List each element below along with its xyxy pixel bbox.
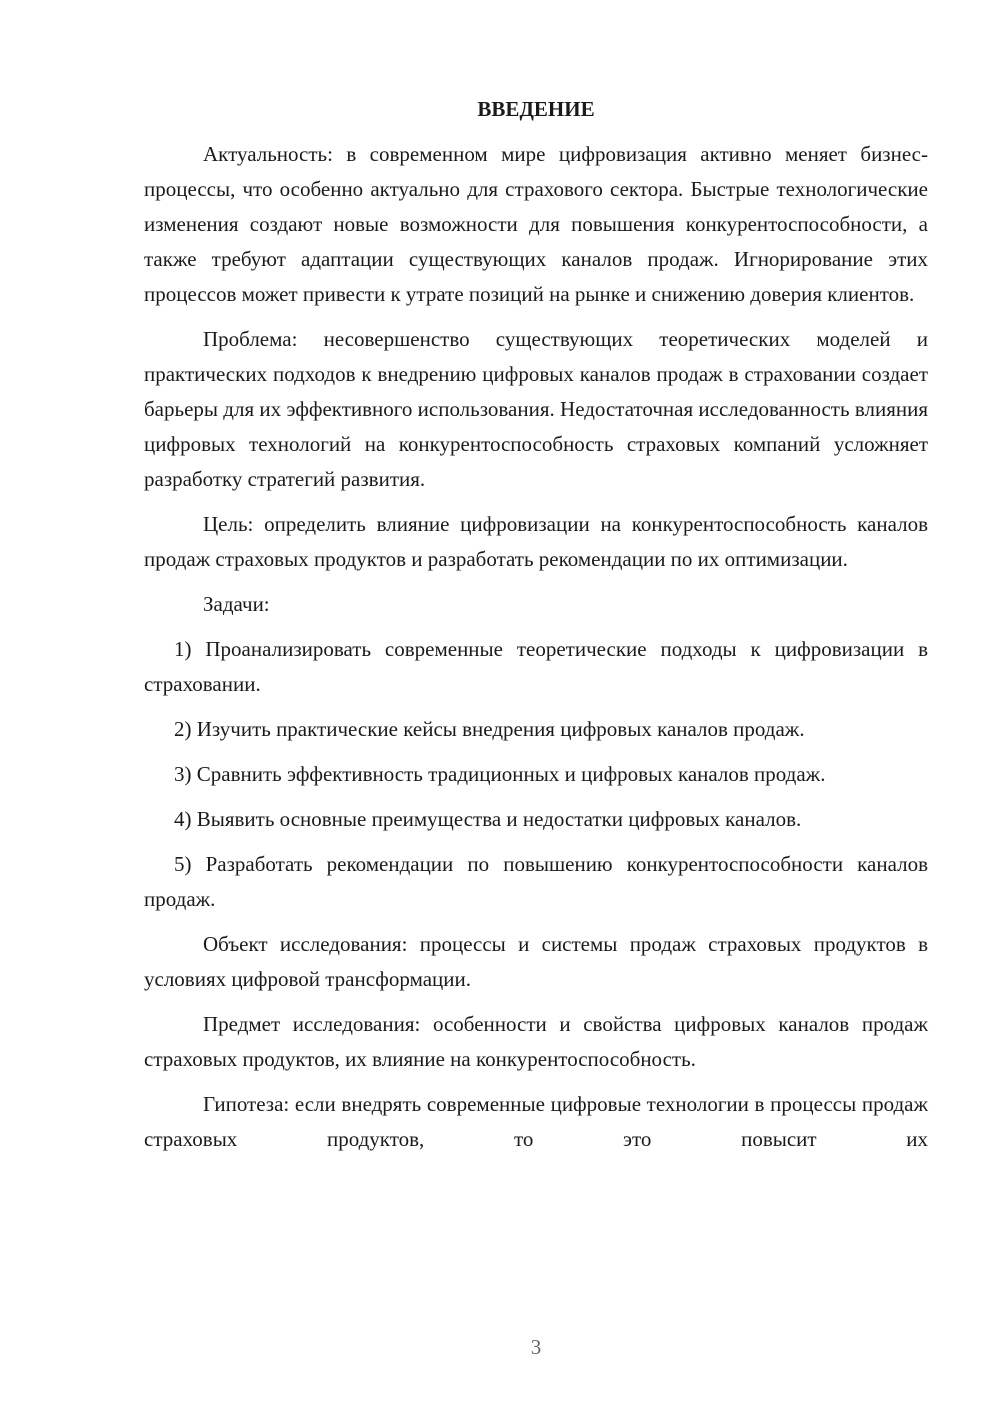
relevance-paragraph: Актуальность: в современном мире цифровизация активно меняет бизнес-процессы, что особенно актуально для страхового сектора. Быстрые технологические изменения создают новые возможности для повышения конкурентоспособности, а также требуют адаптации существующих каналов продаж. Игнорирование этих процессов может привести к утрате позиций на рынке и снижению доверия клиентов.: [144, 142, 928, 306]
object-paragraph: Объект исследования: процессы и системы продаж страховых продуктов в условиях цифровой трансформации.: [144, 932, 928, 991]
task-item-1: 1) Проанализировать современные теоретические подходы к цифровизации в страховании.: [144, 637, 928, 696]
subject-paragraph: Предмет исследования: особенности и свойства цифровых каналов продаж страховых продуктов, их влияние на конкурентоспособность.: [144, 1012, 928, 1071]
page-number: 3: [530, 1335, 542, 1359]
task-item-2: 2) Изучить практические кейсы внедрения цифровых каналов продаж.: [174, 717, 805, 741]
document-body: [144, 92, 928, 1157]
goal-paragraph: Цель: определить влияние цифровизации на конкурентоспособность каналов продаж страховых продуктов и разработать рекомендации по их оптимизации.: [144, 512, 928, 571]
tasks-label: Задачи:: [203, 592, 270, 616]
task-item-3: 3) Сравнить эффективность традиционных и цифровых каналов продаж.: [174, 762, 826, 786]
problem-paragraph: Проблема: несовершенство существующих теоретических моделей и практических подходов к внедрению цифровых каналов продаж в страховании создает барьеры для их эффективного использования. Недостаточная исследованность влияния цифровых технологий на конкурентоспособность страховых компаний усложняет разработку стратегий развития.: [144, 327, 928, 491]
hypothesis-paragraph: Гипотеза: если внедрять современные цифровые технологии в процессы продаж страховых продуктов, то это повысит их: [144, 1092, 928, 1151]
task-item-5: 5) Разработать рекомендации по повышению конкурентоспособности каналов продаж.: [144, 852, 928, 911]
task-item-4: 4) Выявить основные преимущества и недостатки цифровых каналов.: [174, 807, 802, 831]
section-heading: ВВЕДЕНИЕ: [477, 97, 595, 121]
